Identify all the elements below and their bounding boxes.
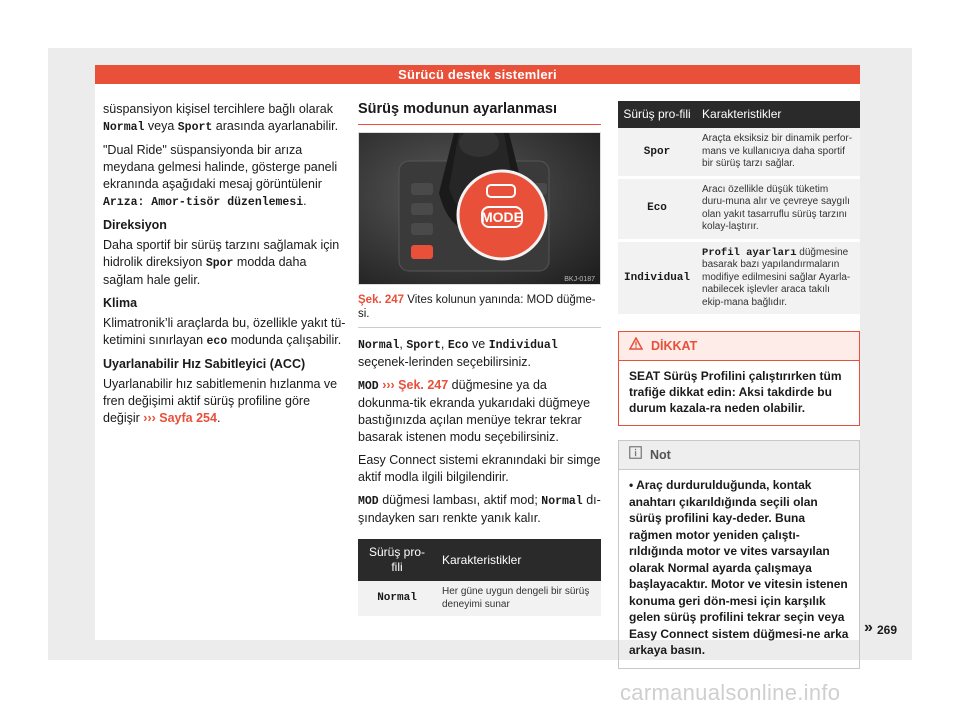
table-row: Eco Aracı özellikle düşük tüketim duru-muna alır ve çevreye saygılı olan yakıt tasarruflu sürüş tarzını kolay-laştırır. <box>618 177 860 240</box>
mod-lamp-paragraph: MOD düğmesi lambası, aktif mod; Normal dı-şındayken sarı renkte yanık kalır. <box>358 493 601 525</box>
warning-triangle-icon <box>629 337 643 355</box>
acc-paragraph: Uyarlanabilir hız sabitlemenin hızlanma ve fren değişimi aktif sürüş profiline göre değişir ››› Sayfa 254. <box>103 377 338 425</box>
mode-options-paragraph: Normal, Sport, Eco ve Individual seçenek-lerinden seçebilirsiniz. <box>358 337 558 369</box>
section-header: Sürücü destek sistemleri <box>95 65 860 84</box>
heading-acc: Uyarlanabilir Hız Sabitleyici (ACC) <box>103 357 306 371</box>
table-header-characteristics: Karakteristikler <box>696 101 860 128</box>
mode-button-figure <box>358 132 601 285</box>
figure-reference-link[interactable]: ››› Şek. 247 <box>378 378 449 392</box>
note-box <box>618 440 860 669</box>
warning-box <box>618 331 860 426</box>
watermark: carmanualsonline.info <box>620 680 841 705</box>
mod-button-paragraph: MOD ››› Şek. 247 düğmesine ya da dokunma-tik ekranda yukarıdaki düğmeye bastığınızda açılan menüye tekrar tekrar basarak istenen modu seçebilirsiniz. <box>358 378 591 444</box>
continue-arrow-icon: » <box>864 619 873 636</box>
middle-column <box>358 101 601 619</box>
profile-table-part2 <box>618 101 860 317</box>
heading-climate: Klima <box>103 296 138 310</box>
table-header-characteristics: Karakteristikler <box>436 539 601 581</box>
right-column <box>618 101 860 669</box>
dual-ride-paragraph: "Dual Ride" süspansiyonda bir arıza meydana gelmesi halinde, gösterge paneli ekranında aşağıdaki mesaj görüntülenir Arıza: Amor-tisör düzenlemesi. <box>103 143 338 209</box>
warning-title: DİKKAT <box>651 338 698 353</box>
table-row: Individual Profil ayarları düğmesine basarak bazı yapılandırmaların modifiye edilmesini sağlar Ayarla-nabilecek işlevler araca takılı ekip-mana bağlıdır. <box>618 240 860 316</box>
warning-header <box>619 332 859 361</box>
easy-connect-paragraph: Easy Connect sistemi ekranındaki bir simge aktif modla ilgili bilgilendirir. <box>358 453 601 484</box>
heading-steering: Direksiyon <box>103 218 167 232</box>
bullet-icon: • <box>629 478 637 492</box>
gear-console-illustration <box>359 133 601 285</box>
steering-paragraph: Daha sportif bir sürüş tarzını sağlamak için hidrolik direksiyon Spor modda daha sağlam hale gelir. <box>103 238 340 287</box>
note-text: • Araç durdurulduğunda, kontak anahtarı çıkarıldığında seçili olan sürüş profilini kay-deder. Buna rağmen motor yeniden çalıştı-rıldığında motor ve vites varsayılan olarak Normal ayarda çalışmaya başlayacaktır. Motor ve vitesin istenen konuma geri dön-mesi için karşılık gelen sürüş profilini tekrar seçin veya Easy Connect sistem düğmesi-ne arka arkaya basın. <box>629 478 849 657</box>
page-number: 269 <box>877 623 898 637</box>
info-icon <box>629 446 642 464</box>
figure-caption: Şek. 247 Vites kolunun yanında: MOD düğme-si. <box>358 293 601 328</box>
table-row: Spor Araçta eksiksiz bir dinamik perfor-mans ve kullanıcıya daha sportif bir sürüş tarzı sağlar. <box>618 128 860 177</box>
table-header-profile: Sürüş pro-fili <box>618 101 696 128</box>
suspension-paragraph: süspansiyon kişisel tercihlere bağlı olarak Normal veya Sport arasında ayarlanabilir. <box>103 102 339 134</box>
table-header-profile: Sürüş pro-fili <box>358 539 436 581</box>
note-title: Not <box>650 447 671 462</box>
profile-table-part1 <box>358 539 601 619</box>
page-reference-link[interactable]: ››› Sayfa 254 <box>143 411 217 425</box>
warning-text: SEAT Sürüş Profilini çalıştırırken tüm trafiğe dikkat edin: Aksi takdirde bu durum kazala-ra neden olabilir. <box>629 369 842 415</box>
climate-paragraph: Klimatronik’li araçlarda bu, özellikle yakıt tü-ketimini sınırlayan eco modunda çalışabilir. <box>103 316 346 348</box>
manual-page <box>95 65 873 657</box>
left-column <box>103 101 348 433</box>
note-header <box>619 441 859 470</box>
section-title: Sürüş modunun ayarlanması <box>358 101 601 125</box>
mode-badge-text: MODE <box>481 209 523 225</box>
table-row: Normal Her güne uygun dengeli bir sürüş deneyimi sunar <box>358 581 601 618</box>
figure-code: BKJ-0187 <box>564 276 595 283</box>
